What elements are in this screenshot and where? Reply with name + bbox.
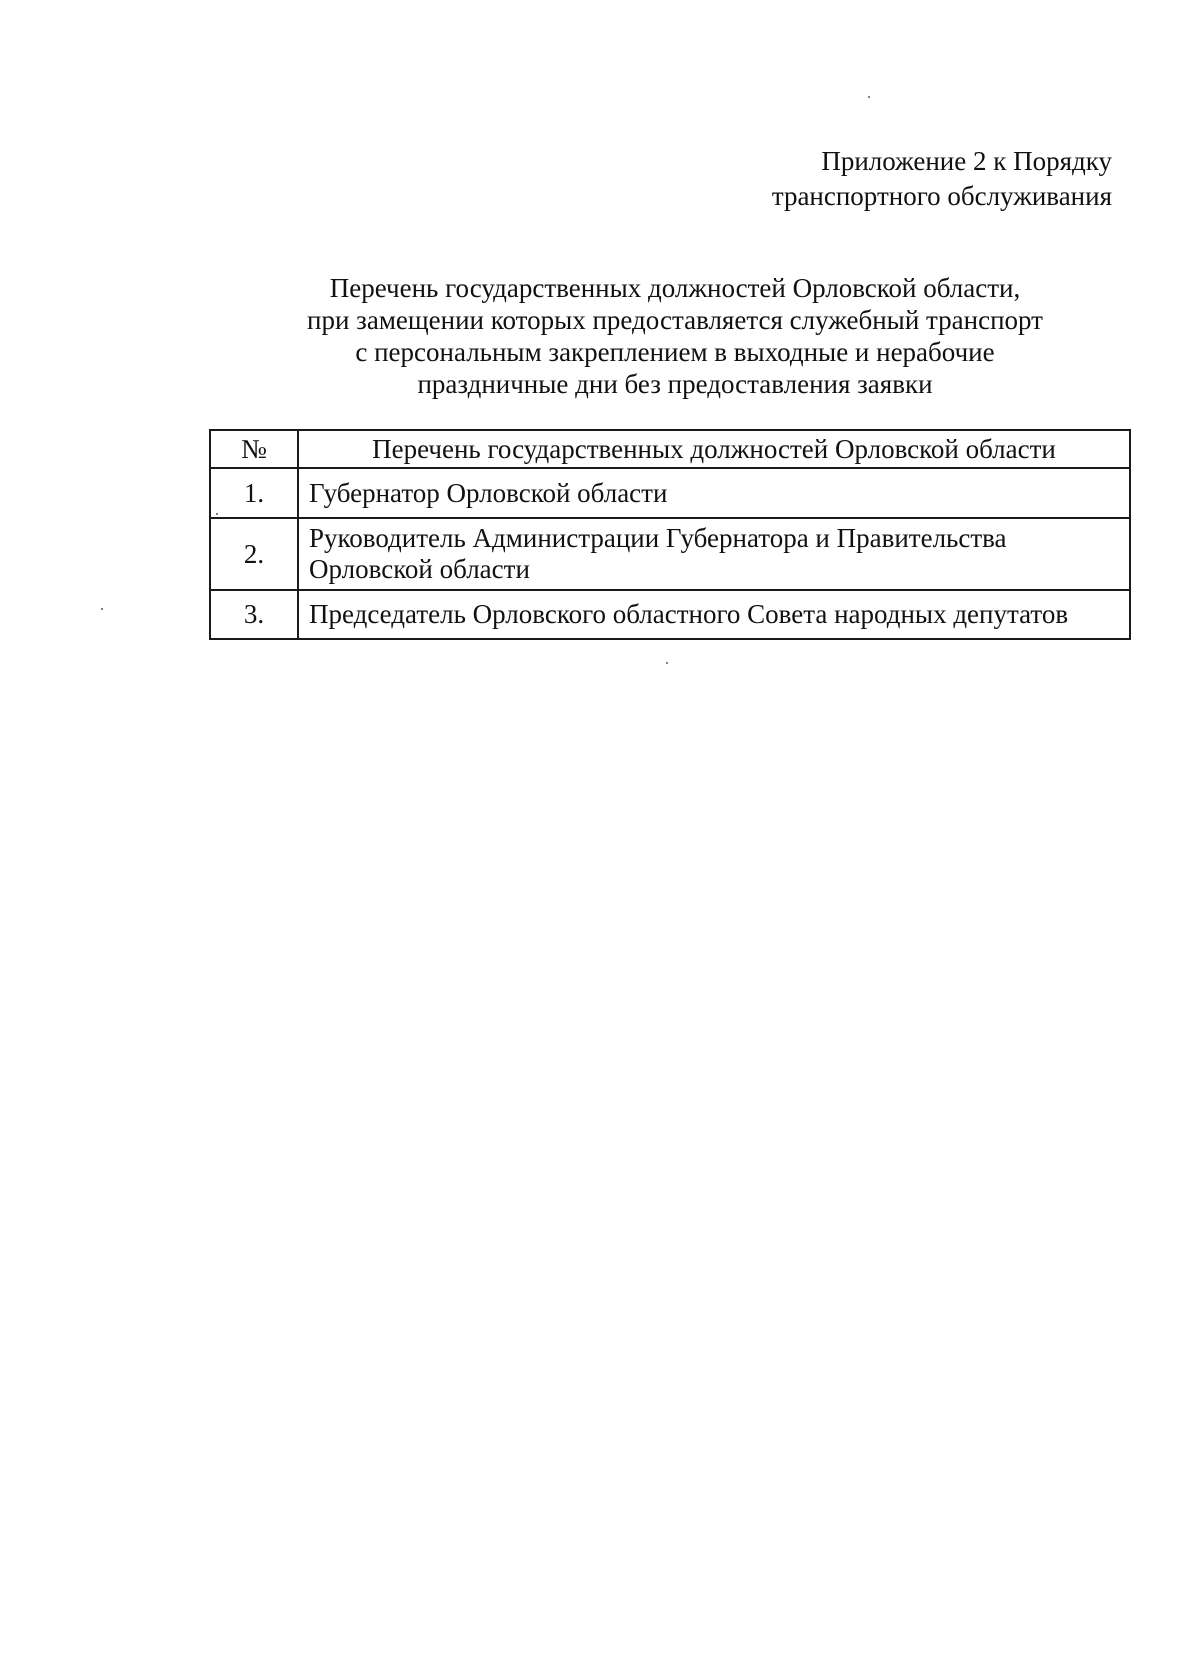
appendix-reference bbox=[772, 144, 1112, 214]
position-name: Председатель Орловского областного Совета народных депутатов bbox=[298, 590, 1130, 639]
positions-table bbox=[209, 429, 1131, 640]
position-name-line: Орловской области bbox=[309, 554, 530, 584]
table-row bbox=[210, 468, 1130, 518]
title-line: Перечень государственных должностей Орловской области, bbox=[329, 273, 1021, 303]
scan-speck bbox=[666, 662, 668, 664]
row-number: 1. bbox=[210, 468, 298, 518]
scan-speck bbox=[868, 96, 870, 98]
position-name bbox=[298, 518, 1130, 590]
document-title bbox=[210, 272, 1140, 400]
position-name: Губернатор Орловской области bbox=[298, 468, 1130, 518]
column-header-number: № bbox=[210, 430, 298, 468]
title-line: с персональным закреплением в выходные и нерабочие bbox=[355, 337, 995, 367]
position-name-line: Руководитель Администрации Губернатора и Правительства bbox=[309, 523, 1007, 553]
title-line: при замещении которых предоставляется служебный транспорт bbox=[307, 305, 1043, 335]
table-row bbox=[210, 590, 1130, 639]
table-row bbox=[210, 518, 1130, 590]
appendix-line: транспортного обслуживания bbox=[771, 181, 1112, 211]
column-header-position: Перечень государственных должностей Орловской области bbox=[298, 430, 1130, 468]
row-number: 2. bbox=[210, 518, 298, 590]
scan-speck bbox=[101, 608, 103, 610]
table-header-row bbox=[210, 430, 1130, 468]
appendix-line: Приложение 2 к Порядку bbox=[821, 146, 1112, 176]
row-number: 3. bbox=[210, 590, 298, 639]
title-line: праздничные дни без предоставления заявки bbox=[417, 369, 933, 399]
